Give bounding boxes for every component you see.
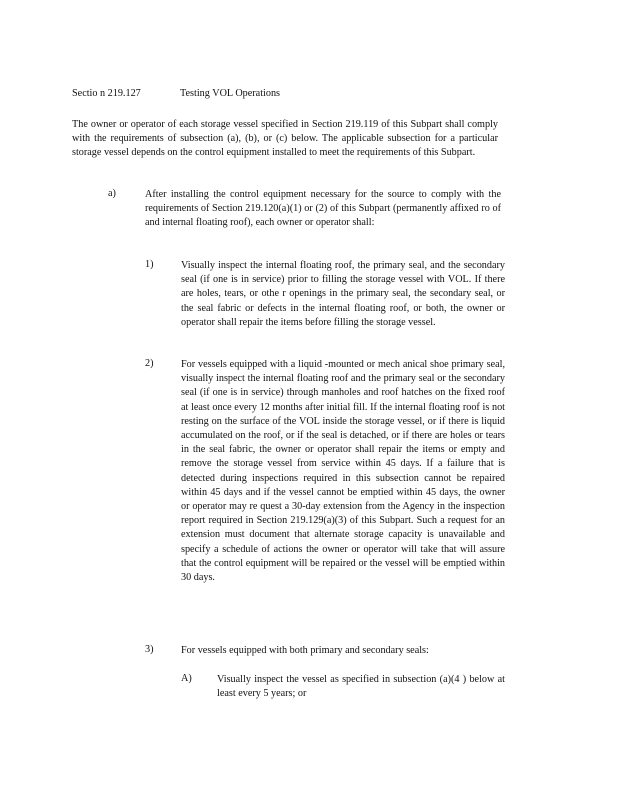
item-3-marker: 3)	[145, 644, 154, 655]
subsection-a-marker: a)	[108, 188, 116, 199]
item-1-marker: 1)	[145, 259, 154, 270]
section-number: Sectio n 219.127	[72, 88, 141, 99]
item-3-text: For vessels equipped with both primary and secondary seals:	[181, 645, 429, 656]
item-1-text: Visually inspect the internal floating roof, the primary seal, and the secondary seal (if one is in service) prior to filling the storage vessel with VOL. If there are holes, tears, or othe r openings in the primary seal, the secondary seal, or the seal fabric or defects in the internal floating roof, or both, the owner or operator shall repair the items before filling the storage vessel.	[181, 260, 505, 328]
subsection-a-text: After installing the control equipment necessary for the source to comply with the requirements of Section 219.120(a)(1) or (2) of this Subpart (permanently affixed ro of and internal floating roof), each owner or operator shall:	[145, 189, 501, 229]
item-A-text: Visually inspect the vessel as specified in subsection (a)(4 ) below at least every 5 years; or	[217, 674, 505, 700]
intro-paragraph: The owner or operator of each storage vessel specified in Section 219.119 of this Subpart shall comply with the requirements of subsection (a), (b), or (c) below. The applicable subsection for a particular storage vessel depends on the control equipment installed to meet the requirements of this Subpart.	[72, 119, 498, 159]
item-2-text: For vessels equipped with a liquid -mounted or mech anical shoe primary seal, visually inspect the internal floating roof and the primary seal or the secondary seal (if one is in service) through manholes and roof hatches on the fixed roof at least once every 12 months after initial fill. If the internal floating roof is not resting on the surface of the VOL inside the storage vessel, or if there is liquid accumulated on the roof, or if the seal is detached, or if there are holes or tears in the seal fabric, the owner or operator shall repair the items or empty and remove the storage vessel from service within 45 days. If a failure that is detected during inspections required in this subsection cannot be repaired within 45 days and if the vessel cannot be emptied within 45 days, the owner or operator may re quest a 30-day extension from the Agency in the inspection report required in Section 219.129(a)(3) of this Subpart. Such a request for an extension must document that alternate storage capacity is unavailable and specify a schedule of actions the owner or operator will take that will assure that the control equipment will be repaired or the vessel will be emptied within 30 days.	[181, 359, 505, 584]
item-2-marker: 2)	[145, 358, 154, 369]
section-title: Testing VOL Operations	[180, 88, 281, 99]
item-A-marker: A)	[181, 673, 192, 684]
